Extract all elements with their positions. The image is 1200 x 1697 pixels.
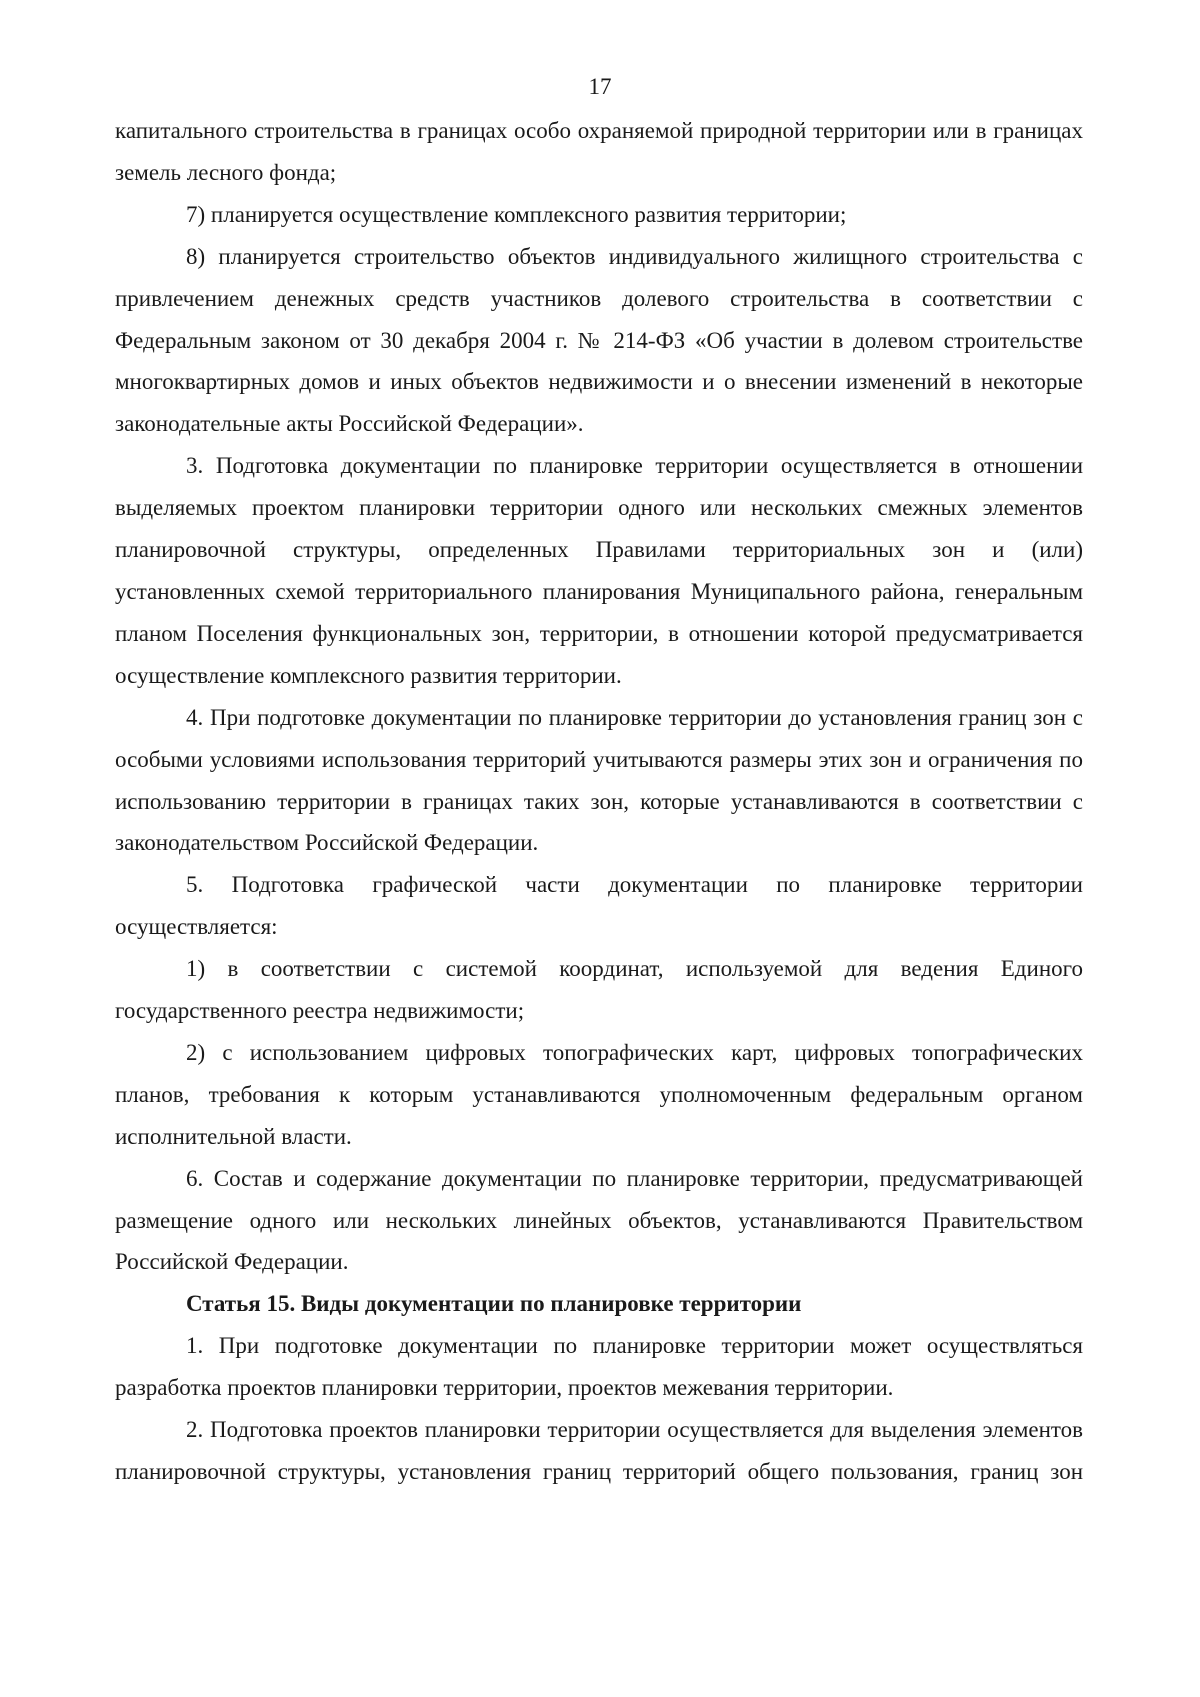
paragraph: 6. Состав и содержание документации по планировке территории, предусматривающей размещение одного или нескольких линейных объектов, устанавливаются Правительством Российской Федерации.	[115, 1165, 1083, 1275]
paragraph: 1. При подготовке документации по планировке территории может осуществляться разработка проектов планировки территории, проектов межевания территории.	[115, 1333, 1083, 1401]
page-number: 17	[588, 74, 612, 99]
article-heading: Статья 15. Виды документации по планировке территории	[186, 1291, 802, 1317]
paragraph: 7) планируется осуществление комплексного развития территории;	[186, 201, 847, 227]
paragraph: 2) с использованием цифровых топографических карт, цифровых топографических планов, требования к которым устанавливаются уполномоченным федеральным органом исполнительной власти.	[115, 1039, 1083, 1149]
paragraph: капитального строительства в границах особо охраняемой природной территории или в границах земель лесного фонда;	[115, 118, 1083, 185]
paragraph: 1) в соответствии с системой координат, используемой для ведения Единого государственного реестра недвижимости;	[115, 956, 1083, 1024]
paragraph: 4. При подготовке документации по планировке территории до установления границ зон с особыми условиями использования территорий учитываются размеры этих зон и ограничения по использованию территории в границах таких зон, которые устанавливаются в соответствии с законодательством Российской Федерации.	[115, 704, 1083, 856]
paragraph: 5. Подготовка графической части документации по планировке территории осуществляется:	[115, 872, 1083, 940]
paragraph: 3. Подготовка документации по планировке территории осуществляется в отношении выделяемых проектом планировки территории одного или нескольких смежных элементов планировочной структуры, определенных Правилами территориальных зон и (или) установленных схемой территориального планирования Муниципального района, генеральным планом Поселения функциональных зон, территории, в отношении которой предусматривается осуществление комплексного развития территории.	[115, 453, 1083, 688]
paragraph: 2. Подготовка проектов планировки территории осуществляется для выделения элементов планировочной структуры, установления границ территорий общего пользования, границ зон	[115, 1417, 1083, 1484]
paragraph: 8) планируется строительство объектов индивидуального жилищного строительства с привлечением денежных средств участников долевого строительства в соответствии с Федеральным законом от 30 декабря 2004 г. № 214-ФЗ «Об участии в долевом строительстве многоквартирных домов и иных объектов недвижимости и о внесении изменений в некоторые законодательные акты Российской Федерации».	[115, 243, 1083, 437]
document-body	[115, 110, 1083, 1493]
